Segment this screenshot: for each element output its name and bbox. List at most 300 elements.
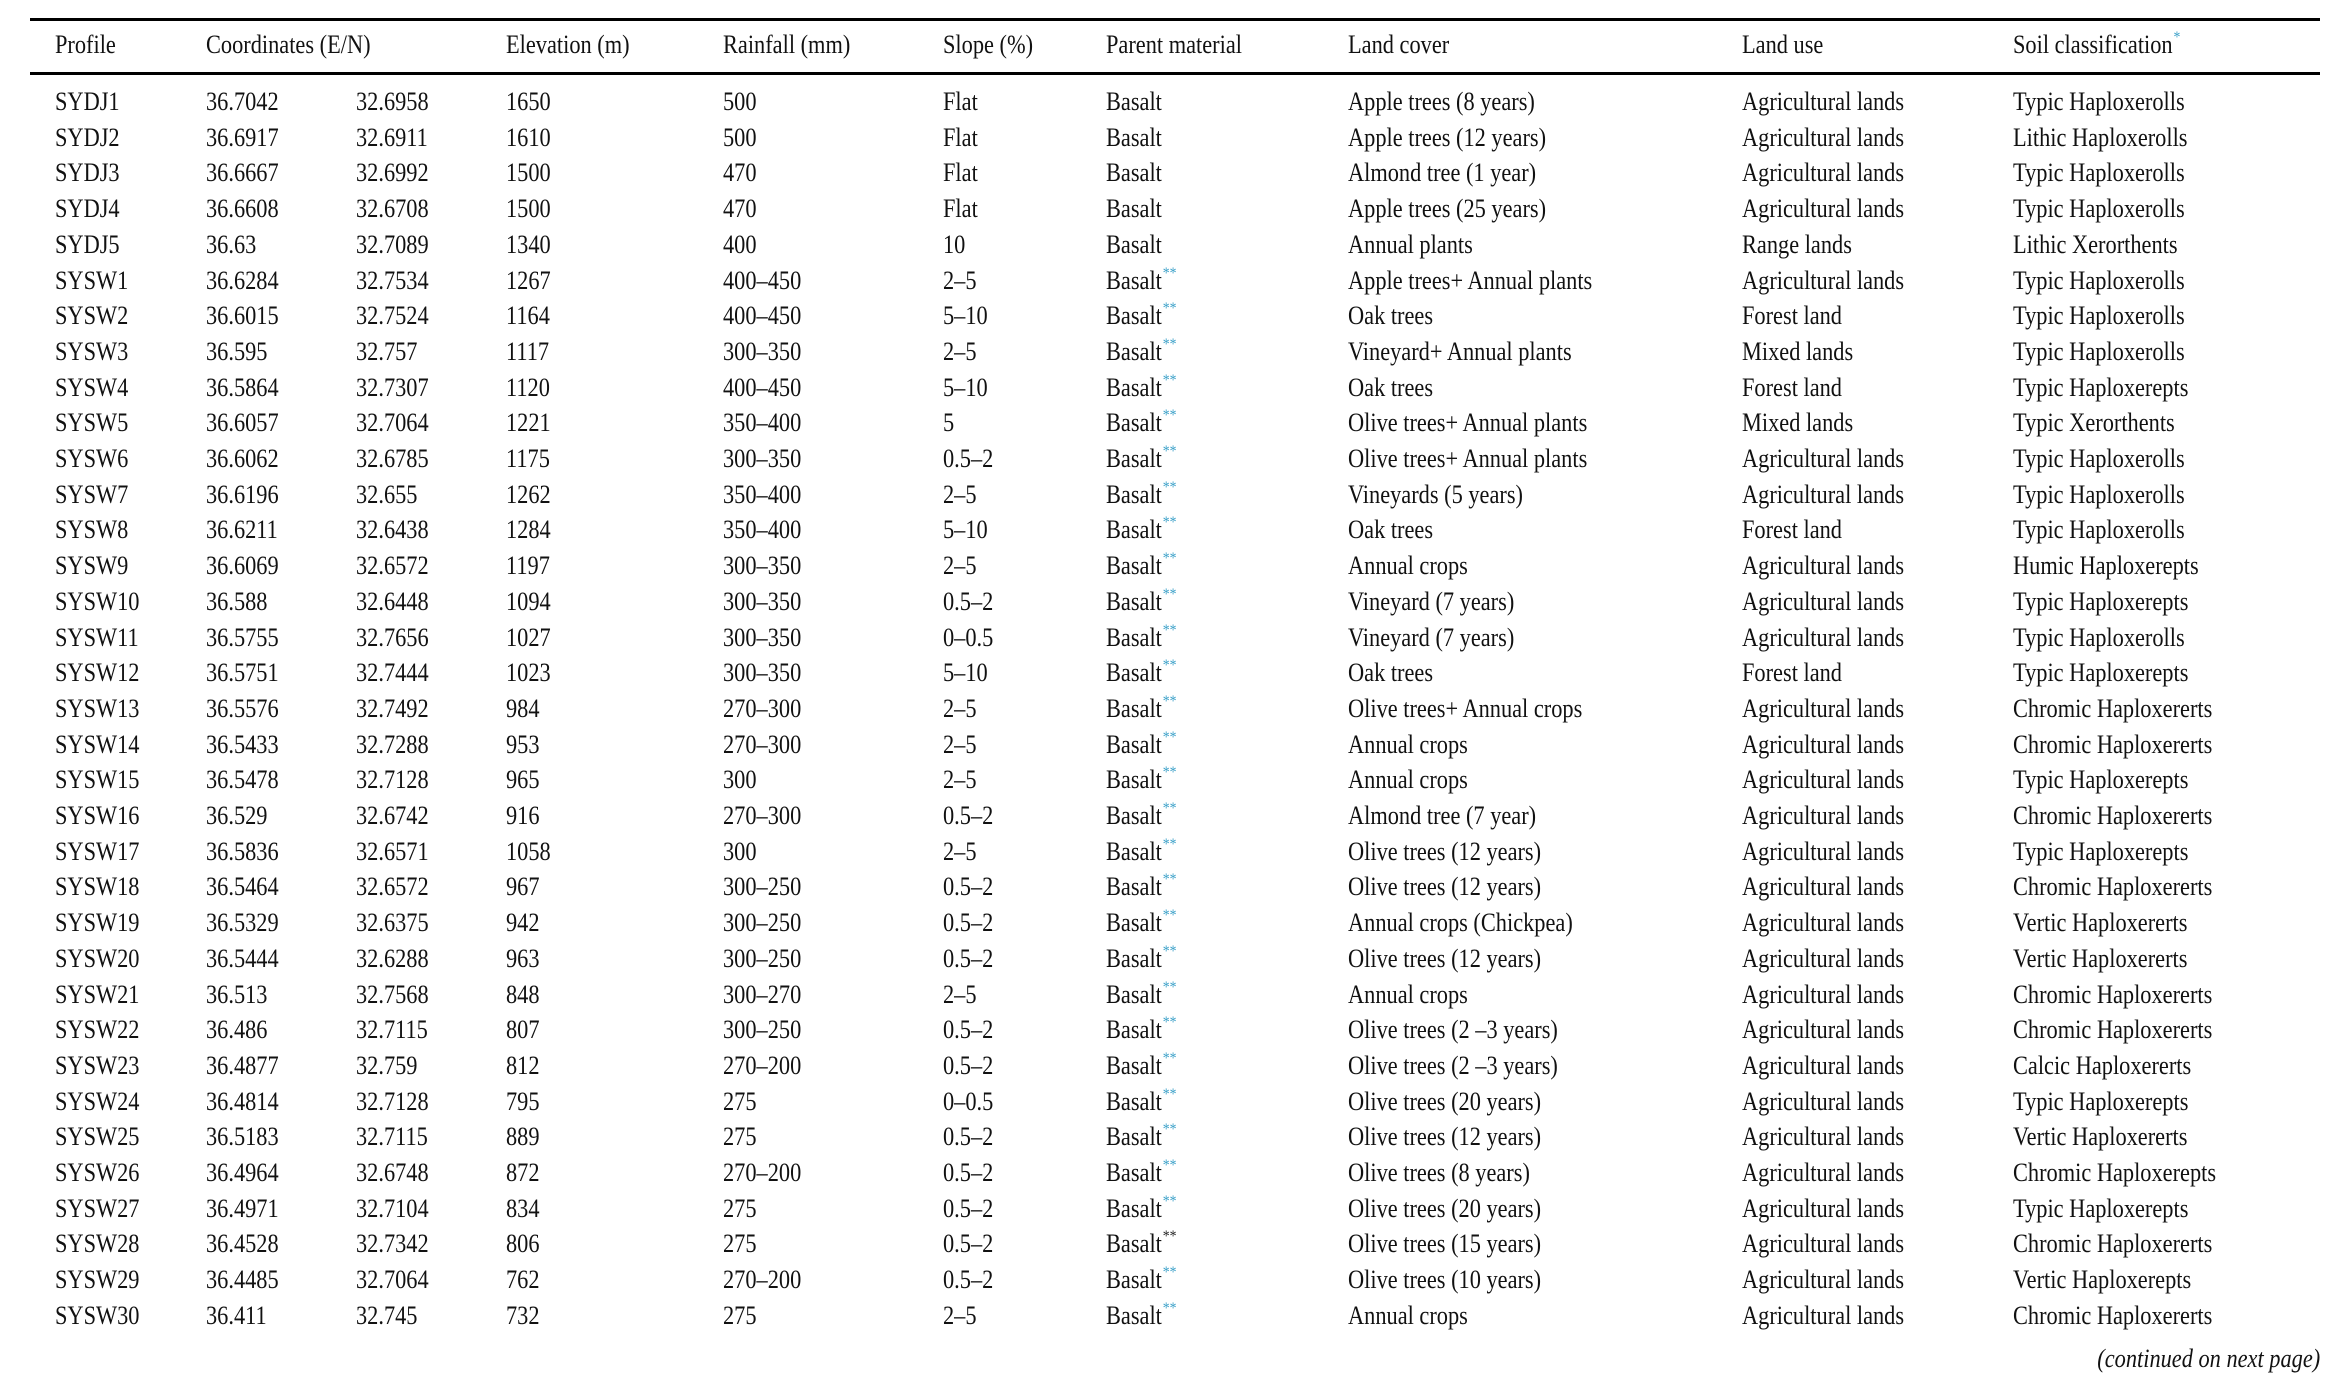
cell-land-cover: Olive trees (2 –3 years)	[1348, 1015, 1558, 1045]
cell-slope: Flat	[943, 87, 978, 116]
cell-land-cover: Olive trees+ Annual crops	[1348, 693, 1583, 723]
parent-material-text: Basalt	[1106, 515, 1162, 545]
cell-profile: SYSW25	[55, 1122, 140, 1152]
cell-land-use: Agricultural lands	[1742, 979, 1905, 1009]
parent-material-text: Basalt	[1106, 87, 1162, 116]
parent-material-text: Basalt	[1106, 301, 1162, 331]
cell-slope: 0.5–2	[943, 1050, 994, 1080]
cell-slope: 10	[943, 229, 966, 259]
parent-material-text: Basalt	[1106, 1193, 1162, 1223]
cell-soil-classification: Chromic Haploxererts	[2013, 1300, 2213, 1330]
cell-land-cover: Oak trees	[1348, 372, 1434, 402]
cell-elevation: 1221	[506, 408, 551, 438]
cell-soil-classification: Typic Haploxerepts	[2013, 765, 2189, 795]
table-row	[0, 584, 2352, 620]
cell-northing: 32.7492	[356, 693, 429, 723]
cell-rainfall: 300–250	[723, 908, 802, 938]
footnote-mark-link[interactable]: **	[1162, 550, 1177, 568]
cell-soil-classification: Chromic Haploxererts	[2013, 979, 2213, 1009]
cell-land-use: Agricultural lands	[1742, 872, 1905, 902]
cell-profile: SYSW9	[55, 551, 129, 581]
parent-material-text: Basalt	[1106, 979, 1162, 1009]
cell-elevation: 1027	[506, 622, 551, 652]
cell-slope: 0.5–2	[943, 1122, 994, 1152]
cell-land-cover: Oak trees	[1348, 515, 1434, 545]
cell-elevation: 1120	[506, 372, 550, 402]
cell-rainfall: 400	[723, 229, 757, 259]
header-parent-material: Parent material	[1106, 30, 1242, 59]
cell-land-use: Agricultural lands	[1742, 1158, 1905, 1187]
cell-land-cover: Olive trees (12 years)	[1348, 943, 1542, 973]
cell-slope: Flat	[943, 158, 978, 188]
cell-easting: 36.5183	[206, 1122, 279, 1152]
cell-parent-material	[1106, 1155, 1177, 1191]
cell-land-use: Forest land	[1742, 372, 1842, 402]
footnote-mark-link[interactable]: **	[1162, 1085, 1177, 1103]
footnote-mark-link[interactable]: **	[1162, 835, 1177, 853]
table-row	[0, 120, 2352, 156]
cell-parent-material	[1106, 1226, 1177, 1262]
cell-elevation: 1262	[506, 479, 551, 509]
cell-easting: 36.5329	[206, 908, 279, 938]
cell-land-cover: Vineyard (7 years)	[1348, 586, 1515, 616]
cell-elevation: 1267	[506, 265, 551, 295]
cell-northing: 32.6992	[356, 158, 429, 188]
cell-easting: 36.513	[206, 979, 268, 1009]
cell-northing: 32.6438	[356, 515, 429, 545]
footnote-mark-link[interactable]: **	[1162, 478, 1177, 496]
cell-parent-material	[1106, 84, 1162, 120]
cell-elevation: 1094	[506, 586, 551, 616]
header-soil-classification	[2013, 27, 2180, 63]
cell-easting: 36.5464	[206, 872, 279, 902]
cell-parent-material	[1106, 1119, 1177, 1155]
cell-rainfall: 300	[723, 836, 757, 866]
table-row	[0, 1155, 2352, 1191]
footnote-mark-link[interactable]: **	[1162, 907, 1177, 925]
footnote-mark-link[interactable]: **	[1162, 371, 1177, 389]
table-row	[0, 298, 2352, 334]
footnote-mark-link[interactable]: **	[1162, 621, 1177, 639]
cell-slope: 0.5–2	[943, 1015, 994, 1045]
table-header-rule	[30, 72, 2320, 75]
cell-land-use: Forest land	[1742, 515, 1842, 545]
footnote-mark-link[interactable]: **	[1162, 1264, 1177, 1282]
cell-soil-classification: Typic Haploxerepts	[2013, 1086, 2189, 1116]
cell-rainfall: 400–450	[723, 265, 802, 295]
cell-profile: SYDJ5	[55, 229, 120, 259]
cell-rainfall: 270–200	[723, 1158, 802, 1187]
cell-elevation: 1284	[506, 515, 551, 545]
cell-easting: 36.6057	[206, 408, 279, 438]
cell-profile: SYSW30	[55, 1300, 140, 1330]
cell-elevation: 1650	[506, 87, 551, 116]
table-row	[0, 477, 2352, 513]
parent-material-text: Basalt	[1106, 943, 1162, 973]
cell-easting: 36.5576	[206, 693, 279, 723]
parent-material-text: Basalt	[1106, 622, 1162, 652]
cell-profile: SYSW10	[55, 586, 140, 616]
cell-land-cover: Apple trees (8 years)	[1348, 87, 1535, 116]
footnote-mark-link[interactable]: **	[1162, 764, 1177, 782]
cell-rainfall: 300–250	[723, 943, 802, 973]
cell-elevation: 1340	[506, 229, 551, 259]
cell-parent-material	[1106, 869, 1177, 905]
cell-slope: Flat	[943, 122, 978, 152]
cell-land-use: Forest land	[1742, 658, 1842, 688]
cell-profile: SYDJ1	[55, 87, 120, 116]
footnote-mark-link[interactable]: **	[1162, 407, 1177, 425]
cell-land-use: Agricultural lands	[1742, 1300, 1905, 1330]
cell-profile: SYSW18	[55, 872, 140, 902]
table-row	[0, 655, 2352, 691]
cell-slope: Flat	[943, 194, 978, 224]
table-row	[0, 263, 2352, 299]
cell-slope: 2–5	[943, 265, 977, 295]
cell-land-cover: Annual crops (Chickpea)	[1348, 908, 1573, 938]
cell-rainfall: 300–350	[723, 658, 802, 688]
cell-parent-material	[1106, 762, 1177, 798]
cell-elevation: 953	[506, 729, 540, 759]
cell-easting: 36.4964	[206, 1158, 279, 1187]
footnote-mark-link[interactable]: **	[1162, 942, 1177, 960]
cell-profile: SYSW13	[55, 693, 140, 723]
cell-land-cover: Annual crops	[1348, 765, 1468, 795]
cell-slope: 0–0.5	[943, 1086, 994, 1116]
cell-slope: 0.5–2	[943, 1265, 994, 1295]
continued-note-text: (continued on next page)	[2097, 1344, 2320, 1373]
cell-land-use: Agricultural lands	[1742, 1050, 1905, 1080]
footnote-mark-link[interactable]: **	[1162, 1049, 1177, 1067]
cell-land-use: Range lands	[1742, 229, 1852, 259]
footnote-mark-link[interactable]: **	[1162, 335, 1177, 353]
parent-material-text: Basalt	[1106, 658, 1162, 688]
cell-rainfall: 275	[723, 1086, 757, 1116]
cell-land-use: Agricultural lands	[1742, 122, 1905, 152]
cell-parent-material	[1106, 1298, 1177, 1334]
cell-land-use: Agricultural lands	[1742, 908, 1905, 938]
footnote-mark-link[interactable]: **	[1162, 1299, 1177, 1317]
cell-land-cover: Annual plants	[1348, 229, 1473, 259]
table-row	[0, 834, 2352, 870]
parent-material-text: Basalt	[1106, 836, 1162, 866]
cell-profile: SYSW12	[55, 658, 140, 688]
cell-rainfall: 270–300	[723, 801, 802, 830]
cell-land-use: Agricultural lands	[1742, 836, 1905, 866]
cell-land-cover: Olive trees (15 years)	[1348, 1229, 1542, 1259]
table-row	[0, 334, 2352, 370]
parent-material-text: Basalt	[1106, 1300, 1162, 1330]
parent-material-text: Basalt	[1106, 158, 1162, 188]
cell-land-cover: Vineyard (7 years)	[1348, 622, 1515, 652]
cell-land-cover: Apple trees+ Annual plants	[1348, 265, 1593, 295]
cell-parent-material	[1106, 727, 1177, 763]
cell-land-cover: Olive trees (10 years)	[1348, 1265, 1542, 1295]
cell-parent-material	[1106, 620, 1177, 656]
table-header-row	[0, 27, 2352, 63]
cell-easting: 36.4485	[206, 1265, 279, 1295]
parent-material-text: Basalt	[1106, 1265, 1162, 1295]
cell-soil-classification: Typic Haploxerolls	[2013, 622, 2185, 652]
cell-profile: SYSW4	[55, 372, 129, 402]
cell-land-cover: Olive trees (2 –3 years)	[1348, 1050, 1558, 1080]
footnote-mark-link[interactable]: *	[2173, 29, 2181, 46]
parent-material-text: Basalt	[1106, 265, 1162, 295]
cell-slope: 2–5	[943, 479, 977, 509]
cell-land-cover: Olive trees+ Annual plants	[1348, 408, 1588, 438]
cell-soil-classification: Typic Haploxerolls	[2013, 301, 2185, 331]
cell-northing: 32.6911	[356, 122, 428, 152]
parent-material-text: Basalt	[1106, 908, 1162, 938]
cell-profile: SYSW16	[55, 801, 140, 830]
cell-soil-classification: Chromic Haploxererts	[2013, 693, 2213, 723]
cell-northing: 32.6572	[356, 872, 429, 902]
cell-soil-classification: Chromic Haploxererts	[2013, 1015, 2213, 1045]
cell-profile: SYSW19	[55, 908, 140, 938]
cell-land-use: Agricultural lands	[1742, 622, 1905, 652]
cell-slope: 0.5–2	[943, 444, 994, 473]
cell-easting: 36.6015	[206, 301, 279, 331]
cell-parent-material	[1106, 798, 1177, 834]
cell-northing: 32.7568	[356, 979, 429, 1009]
cell-land-use: Agricultural lands	[1742, 265, 1905, 295]
cell-land-cover: Oak trees	[1348, 301, 1434, 331]
footnote-mark-link[interactable]: **	[1162, 728, 1177, 746]
cell-land-use: Agricultural lands	[1742, 444, 1905, 473]
cell-slope: 5–10	[943, 658, 988, 688]
cell-rainfall: 400–450	[723, 301, 802, 331]
table-row	[0, 1119, 2352, 1155]
footnote-mark-link[interactable]: **	[1162, 585, 1177, 603]
cell-parent-material	[1106, 155, 1162, 191]
cell-northing: 32.757	[356, 336, 418, 366]
table-row	[0, 1226, 2352, 1262]
cell-parent-material	[1106, 691, 1177, 727]
cell-elevation: 1058	[506, 836, 551, 866]
cell-rainfall: 270–300	[723, 729, 802, 759]
table-row	[0, 441, 2352, 477]
cell-easting: 36.7042	[206, 87, 279, 116]
cell-parent-material	[1106, 298, 1177, 334]
cell-land-use: Agricultural lands	[1742, 693, 1905, 723]
cell-northing: 32.6448	[356, 586, 429, 616]
table-row	[0, 1084, 2352, 1120]
cell-northing: 32.6572	[356, 551, 429, 581]
header-slope: Slope (%)	[943, 30, 1034, 59]
parent-material-text: Basalt	[1106, 194, 1162, 224]
cell-profile: SYSW8	[55, 515, 129, 545]
parent-material-text: Basalt	[1106, 729, 1162, 759]
cell-elevation: 1117	[506, 336, 550, 366]
cell-rainfall: 500	[723, 87, 757, 116]
cell-parent-material	[1106, 370, 1177, 406]
cell-land-cover: Olive trees (20 years)	[1348, 1086, 1542, 1116]
cell-easting: 36.6917	[206, 122, 279, 152]
header-coordinates: Coordinates (E/N)	[206, 30, 371, 59]
cell-profile: SYSW29	[55, 1265, 140, 1295]
header-profile: Profile	[55, 30, 116, 59]
cell-land-use: Agricultural lands	[1742, 801, 1905, 830]
header-land-use: Land use	[1742, 30, 1824, 59]
table-row	[0, 84, 2352, 120]
table-row	[0, 620, 2352, 656]
cell-land-cover: Vineyard+ Annual plants	[1348, 336, 1572, 366]
cell-elevation: 807	[506, 1015, 540, 1045]
cell-northing: 32.7064	[356, 1265, 429, 1295]
cell-slope: 2–5	[943, 979, 977, 1009]
cell-elevation: 1164	[506, 301, 550, 331]
cell-soil-classification: Typic Xerorthents	[2013, 408, 2175, 438]
cell-soil-classification: Typic Haploxerepts	[2013, 586, 2189, 616]
cell-soil-classification: Chromic Haploxererts	[2013, 1229, 2213, 1259]
cell-land-use: Agricultural lands	[1742, 729, 1905, 759]
footnote-mark-link[interactable]: **	[1162, 1014, 1177, 1032]
parent-material-text: Basalt	[1106, 1122, 1162, 1152]
cell-easting: 36.486	[206, 1015, 268, 1045]
footnote-mark-link[interactable]: **	[1162, 1121, 1177, 1139]
cell-easting: 36.6667	[206, 158, 279, 188]
cell-slope: 2–5	[943, 729, 977, 759]
table-row	[0, 1191, 2352, 1227]
cell-rainfall: 300–350	[723, 622, 802, 652]
footnote-mark-link[interactable]: **	[1162, 1157, 1177, 1174]
footnote-mark-link[interactable]: **	[1162, 1192, 1177, 1210]
cell-soil-classification: Typic Haploxerolls	[2013, 515, 2185, 545]
cell-soil-classification: Vertic Haploxererts	[2013, 908, 2188, 938]
cell-land-cover: Oak trees	[1348, 658, 1434, 688]
cell-land-use: Agricultural lands	[1742, 1229, 1905, 1259]
table-row	[0, 1048, 2352, 1084]
cell-profile: SYSW17	[55, 836, 140, 866]
table-row	[0, 762, 2352, 798]
cell-profile: SYSW7	[55, 479, 129, 509]
cell-easting: 36.595	[206, 336, 268, 366]
cell-rainfall: 400–450	[723, 372, 802, 402]
footnote-mark-link[interactable]: **	[1162, 443, 1177, 460]
footnote-mark-link[interactable]: **	[1162, 657, 1177, 675]
cell-profile: SYSW22	[55, 1015, 140, 1045]
cell-land-use: Agricultural lands	[1742, 1193, 1905, 1223]
cell-profile: SYSW27	[55, 1193, 140, 1223]
table-row	[0, 727, 2352, 763]
cell-land-use: Agricultural lands	[1742, 765, 1905, 795]
header-soil-classification-label: Soil classification	[2013, 30, 2173, 59]
cell-easting: 36.6062	[206, 444, 279, 473]
cell-elevation: 963	[506, 943, 540, 973]
parent-material-text: Basalt	[1106, 551, 1162, 581]
cell-profile: SYSW11	[55, 622, 139, 652]
cell-rainfall: 300–250	[723, 1015, 802, 1045]
parent-material-text: Basalt	[1106, 444, 1162, 473]
footnote-mark-link[interactable]: **	[1162, 800, 1177, 817]
cell-rainfall: 350–400	[723, 408, 802, 438]
cell-soil-classification: Typic Haploxerolls	[2013, 444, 2185, 473]
cell-northing: 32.7307	[356, 372, 429, 402]
cell-profile: SYSW24	[55, 1086, 140, 1116]
cell-northing: 32.6571	[356, 836, 429, 866]
cell-soil-classification: Typic Haploxerolls	[2013, 479, 2185, 509]
cell-profile: SYSW3	[55, 336, 129, 366]
footnote-mark-link[interactable]: **	[1162, 264, 1177, 282]
parent-material-text: Basalt	[1106, 479, 1162, 509]
cell-easting: 36.5864	[206, 372, 279, 402]
cell-slope: 2–5	[943, 551, 977, 581]
cell-northing: 32.759	[356, 1050, 418, 1080]
cell-profile: SYSW26	[55, 1158, 140, 1187]
cell-slope: 5–10	[943, 515, 988, 545]
parent-material-text: Basalt	[1106, 408, 1162, 438]
cell-rainfall: 275	[723, 1122, 757, 1152]
cell-soil-classification: Chromic Haploxerepts	[2013, 1158, 2217, 1187]
cell-rainfall: 275	[723, 1300, 757, 1330]
cell-easting: 36.5751	[206, 658, 279, 688]
cell-easting: 36.5755	[206, 622, 279, 652]
cell-land-cover: Olive trees (8 years)	[1348, 1158, 1530, 1187]
cell-northing: 32.745	[356, 1300, 418, 1330]
cell-profile: SYSW20	[55, 943, 140, 973]
cell-slope: 2–5	[943, 693, 977, 723]
cell-soil-classification: Typic Haploxerolls	[2013, 265, 2185, 295]
header-land-cover: Land cover	[1348, 30, 1450, 59]
cell-profile: SYSW14	[55, 729, 140, 759]
cell-land-use: Agricultural lands	[1742, 1086, 1905, 1116]
cell-elevation: 812	[506, 1050, 540, 1080]
footnote-mark-link[interactable]: **	[1162, 300, 1177, 318]
cell-land-use: Agricultural lands	[1742, 479, 1905, 509]
cell-parent-material	[1106, 1262, 1177, 1298]
cell-land-cover: Annual crops	[1348, 979, 1468, 1009]
cell-elevation: 1500	[506, 158, 551, 188]
cell-profile: SYSW5	[55, 408, 129, 438]
cell-slope: 0–0.5	[943, 622, 994, 652]
cell-northing: 32.6742	[356, 801, 429, 830]
table-top-rule	[30, 18, 2320, 21]
footnote-mark-link[interactable]: **	[1162, 514, 1177, 532]
continued-note	[2097, 1344, 2320, 1374]
cell-soil-classification: Vertic Haploxerepts	[2013, 1265, 2192, 1295]
cell-slope: 0.5–2	[943, 908, 994, 938]
parent-material-text: Basalt	[1106, 765, 1162, 795]
cell-elevation: 965	[506, 765, 540, 795]
cell-parent-material	[1106, 834, 1177, 870]
cell-easting: 36.4971	[206, 1193, 279, 1223]
parent-material-text: Basalt	[1106, 1086, 1162, 1116]
cell-easting: 36.5433	[206, 729, 279, 759]
table-row	[0, 512, 2352, 548]
cell-elevation: 1197	[506, 551, 550, 581]
cell-northing: 32.7104	[356, 1193, 429, 1223]
cell-land-use: Agricultural lands	[1742, 158, 1905, 188]
cell-profile: SYDJ2	[55, 122, 120, 152]
cell-soil-classification: Humic Haploxerepts	[2013, 551, 2199, 581]
cell-easting: 36.6284	[206, 265, 279, 295]
cell-elevation: 834	[506, 1193, 540, 1223]
parent-material-text: Basalt	[1106, 586, 1162, 616]
footnote-mark-link[interactable]: **	[1162, 871, 1177, 889]
footnote-mark-link[interactable]: **	[1162, 692, 1177, 710]
footnote-mark-link[interactable]: **	[1162, 978, 1177, 996]
parent-material-text: Basalt	[1106, 1015, 1162, 1045]
cell-soil-classification: Typic Haploxerepts	[2013, 836, 2189, 866]
cell-land-use: Agricultural lands	[1742, 1015, 1905, 1045]
cell-slope: 0.5–2	[943, 1158, 994, 1187]
cell-profile: SYSW15	[55, 765, 140, 795]
cell-land-cover: Annual crops	[1348, 551, 1468, 581]
table-row	[0, 1012, 2352, 1048]
cell-land-use: Forest land	[1742, 301, 1842, 331]
cell-rainfall: 470	[723, 158, 757, 188]
cell-soil-classification: Typic Haploxerepts	[2013, 658, 2189, 688]
